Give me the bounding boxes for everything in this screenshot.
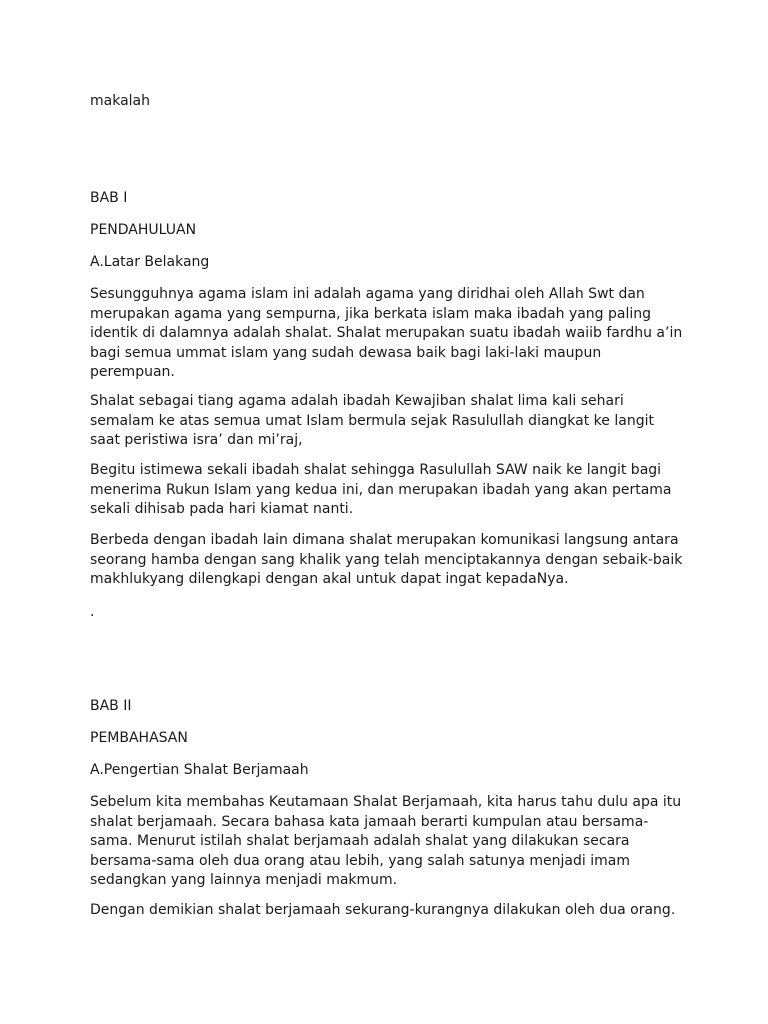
paragraph-line: sekali dihisab pada hari kiamat nanti. [90,501,354,517]
paragraph-line: Shalat sebagai tiang agama adalah ibadah Kewajiban shalat lima kali sehari [90,393,624,409]
chapter1-paragraph-4 [90,531,690,590]
chapter2-title: PEMBAHASAN [90,730,188,746]
paragraph-line: sama. Menurut istilah shalat berjamaah adalah shalat yang dilakukan secara [90,833,630,849]
paragraph-line: Dengan demikian shalat berjamaah sekurang-kurangnya dilakukan oleh dua orang. [90,902,676,918]
paragraph-line: saat peristiwa isra’ dan mi’raj, [90,432,303,448]
chapter1-dot: . [90,604,95,620]
paragraph-line: semalam ke atas semua umat Islam bermula sejak Rasulullah diangkat ke langit [90,412,654,429]
chapter2-paragraph-2 [90,901,690,921]
paragraph-line: bersama-sama oleh dua orang atau lebih, yang salah satunya menjadi imam [90,852,630,869]
paragraph-line: seorang hamba dengan sang khalik yang telah menciptakannya dengan sebaik-baik [90,551,683,568]
document-header: makalah [90,93,150,109]
paragraph-line: Sesungguhnya agama islam ini adalah agama yang diridhai oleh Allah Swt dan [90,286,645,302]
paragraph-line: identik di dalamnya adalah shalat. Shalat merupakan suatu ibadah waiib fardhu a’in [90,325,683,341]
paragraph-line: merupakan agama yang sempurna, jika berkata islam maka ibadah yang paling [90,305,652,322]
chapter1-paragraph-2 [90,392,690,451]
chapter2-number: BAB II [90,698,132,714]
chapter1-title: PENDAHULUAN [90,222,197,238]
chapter1-number: BAB I [90,190,128,206]
chapter2-paragraph-1 [90,793,690,891]
chapter1-section-heading: A.Latar Belakang [90,254,210,270]
paragraph-line: Begitu istimewa sekali ibadah shalat sehingga Rasulullah SAW naik ke langit bagi [90,462,662,478]
paragraph-line: perempuan. [90,364,175,380]
paragraph-line: shalat berjamaah. Secara bahasa kata jamaah berarti kumpulan atau bersama- [90,813,649,830]
paragraph-line: sedangkan yang lainnya menjadi makmum. [90,872,398,888]
paragraph-line: Sebelum kita membahas Keutamaan Shalat Berjamaah, kita harus tahu dulu apa itu [90,794,682,810]
paragraph-line: menerima Rukun Islam yang kedua ini, dan merupakan ibadah yang akan pertama [90,481,672,498]
chapter1-paragraph-1 [90,285,690,383]
chapter2-section-heading: A.Pengertian Shalat Berjamaah [90,762,309,778]
paragraph-line: bagi semua ummat islam yang sudah dewasa baik bagi laki-laki maupun [90,344,602,361]
paragraph-line: Berbeda dengan ibadah lain dimana shalat merupakan komunikasi langsung antara [90,532,679,548]
chapter1-paragraph-3 [90,461,690,520]
paragraph-line: makhlukyang dilengkapi dengan akal untuk dapat ingat kepadaNya. [90,571,569,587]
